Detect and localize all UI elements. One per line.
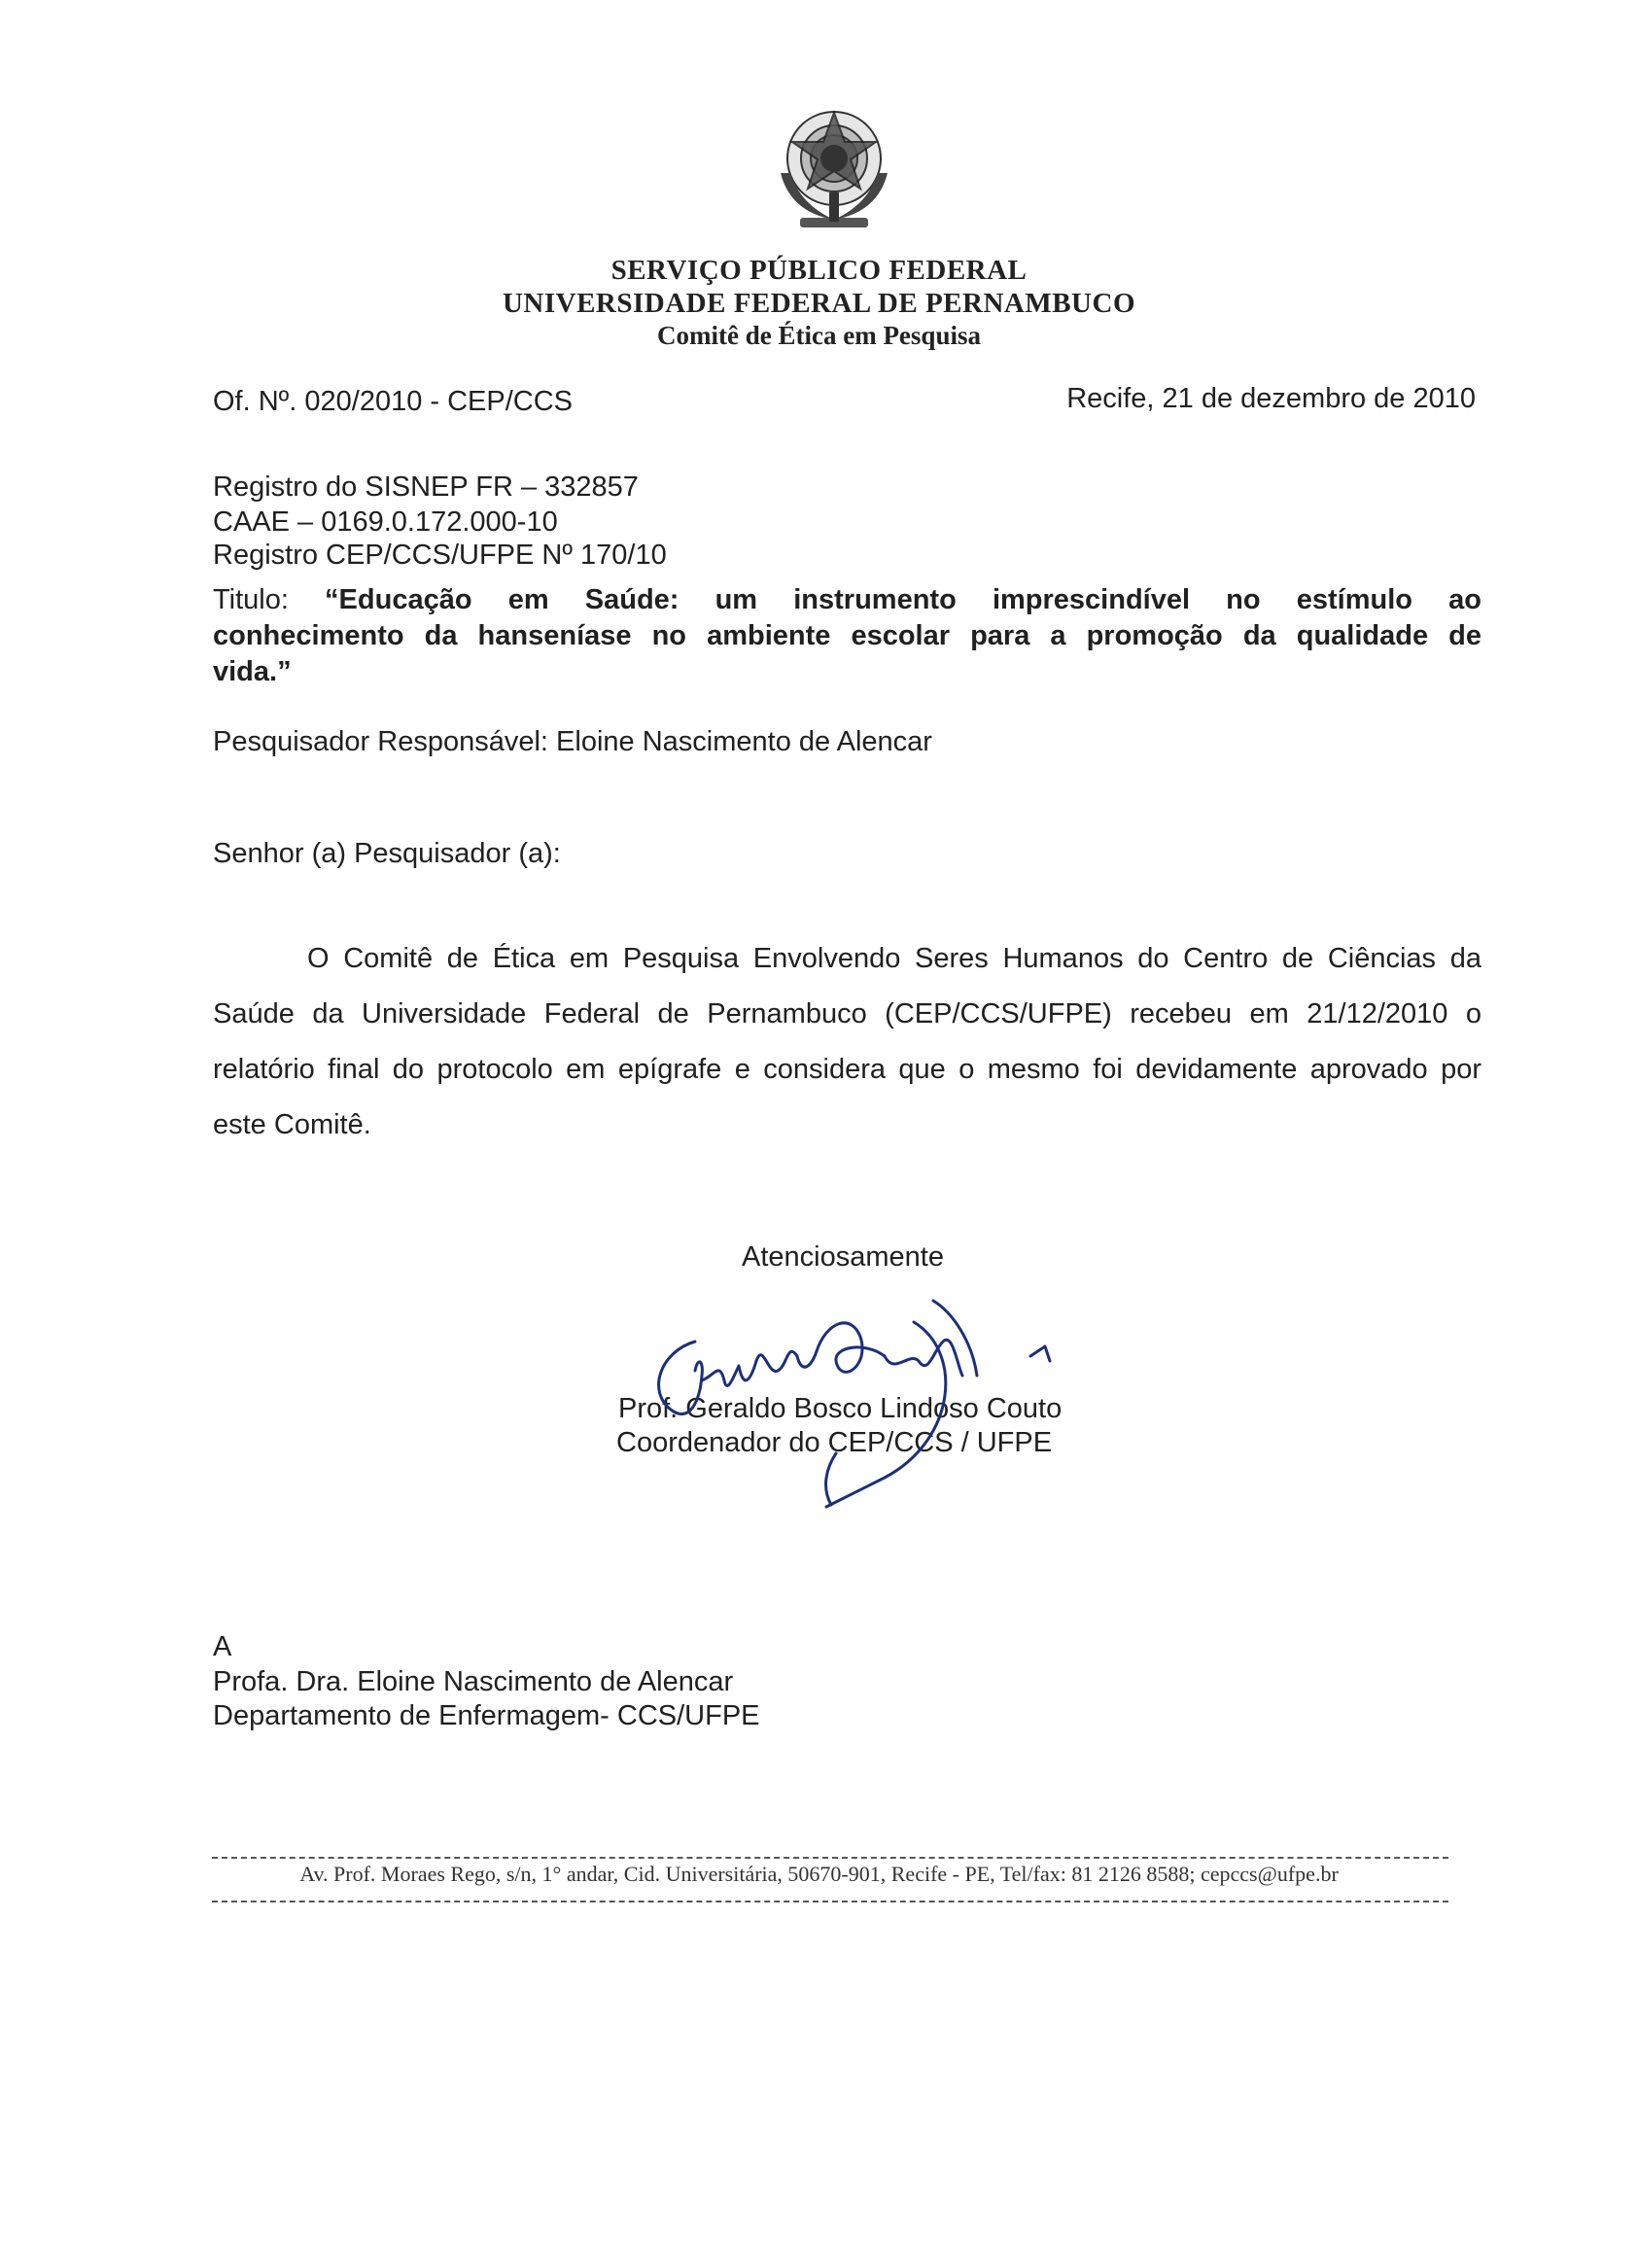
addressee-department: Departamento de Enfermagem- CCS/UFPE — [213, 1700, 760, 1731]
body-paragraph — [213, 931, 1481, 1153]
salutation: Senhor (a) Pesquisador (a): — [213, 838, 561, 869]
registration-sisnep: Registro do SISNEP FR – 332857 — [213, 471, 639, 503]
body-line-3: relatório final do protocolo em epígrafe e considera que o mesmo foi devidamente aprovado por — [213, 1054, 1481, 1085]
title-text-1: “Educação em Saúde: um instrumento imprescindível no estímulo ao — [325, 584, 1481, 615]
header-line-2: UNIVERSIDADE FEDERAL DE PERNAMBUCO — [502, 288, 1136, 319]
registration-cep: Registro CEP/CCS/UFPE Nº 170/10 — [213, 540, 667, 571]
footer-rule-bottom — [212, 1901, 1448, 1902]
title-line-3: vida.” — [213, 656, 292, 687]
title-line-2: conhecimento da hanseníase no ambiente escolar para a promoção da qualidade de — [213, 620, 1481, 651]
responsible-researcher: Pesquisador Responsável: Eloine Nascimento de Alencar — [213, 726, 932, 757]
addressee-prefix: A — [213, 1631, 232, 1662]
title-label: Titulo: — [213, 584, 326, 615]
header-line-3: Comitê de Ética em Pesquisa — [657, 321, 981, 350]
letter-date: Recife, 21 de dezembro de 2010 — [1066, 383, 1476, 414]
signatory-name: Prof. Geraldo Bosco Lindoso Couto — [618, 1393, 1063, 1424]
handwritten-signature — [642, 1283, 1108, 1526]
title-line-1 — [213, 582, 1481, 618]
registration-caae: CAAE – 0169.0.172.000-10 — [213, 506, 558, 538]
footer-address: Av. Prof. Moraes Rego, s/n, 1° andar, Cid. Universitária, 50670-901, Recife - PE, Tel/fax: 81 2126 8588; cepccs@ufpe.br — [299, 1862, 1339, 1886]
research-title — [213, 582, 1481, 690]
header-line-1: SERVIÇO PÚBLICO FEDERAL — [610, 255, 1028, 286]
brazil-coat-of-arms-seal — [761, 95, 907, 241]
footer-rule-top — [212, 1857, 1448, 1859]
signatory-role: Coordenador do CEP/CCS / UFPE — [616, 1427, 1053, 1458]
body-line-1: O Comitê de Ética em Pesquisa Envolvendo Seres Humanos do Centro de Ciências da — [307, 943, 1481, 974]
closing: Atenciosamente — [742, 1241, 944, 1273]
addressee-name: Profa. Dra. Eloine Nascimento de Alencar — [213, 1666, 734, 1697]
body-line-4: este Comitê. — [213, 1109, 371, 1140]
body-line-2: Saúde da Universidade Federal de Pernambuco (CEP/CCS/UFPE) recebeu em 21/12/2010 o — [213, 998, 1481, 1029]
office-number: Of. Nº. 020/2010 - CEP/CCS — [213, 386, 574, 417]
